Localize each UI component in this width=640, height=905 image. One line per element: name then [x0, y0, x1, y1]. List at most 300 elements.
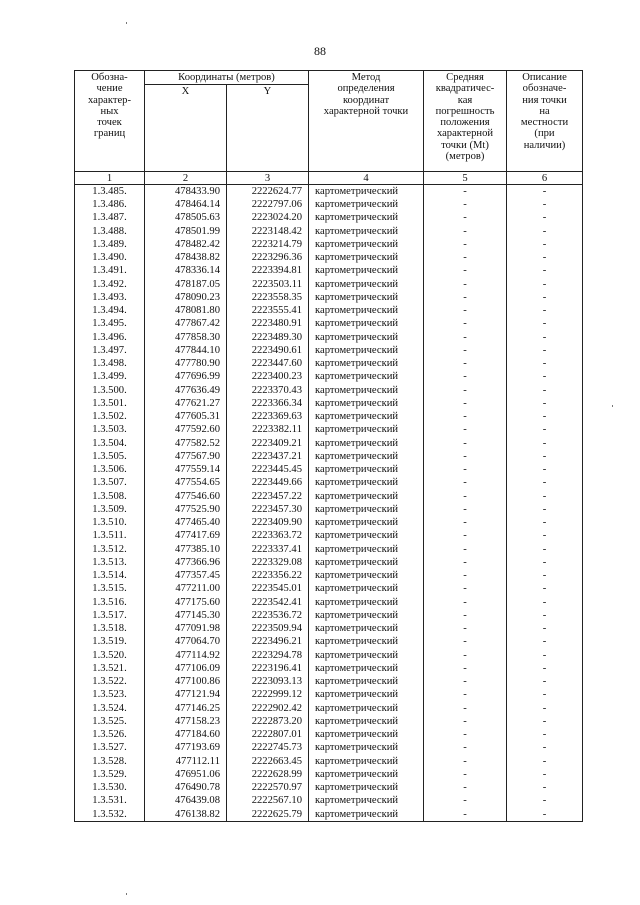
header-accuracy: Средняя квадратичес- кая погрешность положения характерной точки (Mt) (метров): [424, 71, 507, 172]
header-coordinates: Координаты (метров): [145, 71, 309, 85]
method-cell: картометрический: [309, 397, 424, 410]
scan-mark: [126, 893, 127, 895]
table-row: [75, 530, 583, 543]
column-number: 4: [309, 172, 424, 185]
coord-x-cell: 476138.82: [145, 808, 227, 822]
point-id-cell: 1.3.529.: [75, 768, 145, 781]
table-row: [75, 583, 583, 596]
accuracy-cell: -: [424, 636, 507, 649]
coord-x-cell: 477145.30: [145, 609, 227, 622]
point-id-cell: 1.3.520.: [75, 649, 145, 662]
table-row: [75, 318, 583, 331]
point-id-cell: 1.3.495.: [75, 318, 145, 331]
coord-y-cell: 2222625.79: [227, 808, 309, 822]
table-row: [75, 609, 583, 622]
coord-x-cell: 478501.99: [145, 225, 227, 238]
coord-x-cell: 477858.30: [145, 331, 227, 344]
accuracy-cell: -: [424, 662, 507, 675]
point-id-cell: 1.3.493.: [75, 291, 145, 304]
point-id-cell: 1.3.487.: [75, 212, 145, 225]
point-id-cell: 1.3.514.: [75, 570, 145, 583]
coord-y-cell: 2223490.61: [227, 344, 309, 357]
accuracy-cell: -: [424, 702, 507, 715]
coord-x-cell: 477465.40: [145, 517, 227, 530]
description-cell: -: [507, 199, 583, 212]
coord-y-cell: 2223382.11: [227, 424, 309, 437]
coord-x-cell: 477112.11: [145, 755, 227, 768]
method-cell: картометрический: [309, 649, 424, 662]
table-body: [75, 185, 583, 822]
coord-x-cell: 478482.42: [145, 238, 227, 251]
accuracy-cell: -: [424, 808, 507, 822]
accuracy-cell: -: [424, 238, 507, 251]
method-cell: картометрический: [309, 477, 424, 490]
coord-y-cell: 2223024.20: [227, 212, 309, 225]
coord-x-cell: 477696.99: [145, 371, 227, 384]
method-cell: картометрический: [309, 331, 424, 344]
description-cell: -: [507, 464, 583, 477]
table-row: [75, 570, 583, 583]
description-cell: -: [507, 278, 583, 291]
method-cell: картометрический: [309, 570, 424, 583]
point-id-cell: 1.3.491.: [75, 265, 145, 278]
accuracy-cell: -: [424, 437, 507, 450]
point-id-cell: 1.3.492.: [75, 278, 145, 291]
method-cell: картометрический: [309, 384, 424, 397]
table-row: [75, 742, 583, 755]
description-cell: -: [507, 729, 583, 742]
scan-mark: [126, 22, 127, 24]
point-id-cell: 1.3.525.: [75, 715, 145, 728]
table-row: [75, 782, 583, 795]
accuracy-cell: -: [424, 596, 507, 609]
description-cell: -: [507, 649, 583, 662]
coord-y-cell: 2223409.21: [227, 437, 309, 450]
table-row: [75, 464, 583, 477]
accuracy-cell: -: [424, 212, 507, 225]
accuracy-cell: -: [424, 185, 507, 199]
coord-y-cell: 2223363.72: [227, 530, 309, 543]
accuracy-cell: -: [424, 344, 507, 357]
description-cell: -: [507, 530, 583, 543]
point-id-cell: 1.3.521.: [75, 662, 145, 675]
column-numbers-row: [75, 172, 583, 185]
coord-x-cell: 477114.92: [145, 649, 227, 662]
accuracy-cell: -: [424, 464, 507, 477]
table-row: [75, 450, 583, 463]
method-cell: картометрический: [309, 344, 424, 357]
table-row: [75, 358, 583, 371]
point-id-cell: 1.3.523.: [75, 689, 145, 702]
description-cell: -: [507, 185, 583, 199]
accuracy-cell: -: [424, 411, 507, 424]
coord-y-cell: 2223196.41: [227, 662, 309, 675]
point-id-cell: 1.3.494.: [75, 305, 145, 318]
description-cell: -: [507, 384, 583, 397]
coord-y-cell: 2223366.34: [227, 397, 309, 410]
coord-x-cell: 476951.06: [145, 768, 227, 781]
coord-x-cell: 478090.23: [145, 291, 227, 304]
accuracy-cell: -: [424, 358, 507, 371]
method-cell: картометрический: [309, 225, 424, 238]
method-cell: картометрический: [309, 265, 424, 278]
coord-y-cell: 2223558.35: [227, 291, 309, 304]
description-cell: -: [507, 795, 583, 808]
coord-y-cell: 2222745.73: [227, 742, 309, 755]
table-row: [75, 437, 583, 450]
method-cell: картометрический: [309, 411, 424, 424]
description-cell: -: [507, 358, 583, 371]
coord-y-cell: 2223329.08: [227, 556, 309, 569]
coord-x-cell: 477100.86: [145, 676, 227, 689]
accuracy-cell: -: [424, 530, 507, 543]
coord-y-cell: 2223337.41: [227, 543, 309, 556]
accuracy-cell: -: [424, 477, 507, 490]
point-id-cell: 1.3.524.: [75, 702, 145, 715]
accuracy-cell: -: [424, 556, 507, 569]
column-number: 5: [424, 172, 507, 185]
method-cell: картометрический: [309, 517, 424, 530]
method-cell: картометрический: [309, 636, 424, 649]
method-cell: картометрический: [309, 609, 424, 622]
description-cell: -: [507, 238, 583, 251]
description-cell: -: [507, 517, 583, 530]
coord-x-cell: 477844.10: [145, 344, 227, 357]
coordinates-table: [74, 70, 583, 822]
point-id-cell: 1.3.528.: [75, 755, 145, 768]
coord-y-cell: 2223294.78: [227, 649, 309, 662]
point-id-cell: 1.3.489.: [75, 238, 145, 251]
point-id-cell: 1.3.485.: [75, 185, 145, 199]
table-row: [75, 702, 583, 715]
method-cell: картометрический: [309, 503, 424, 516]
table-row: [75, 397, 583, 410]
point-id-cell: 1.3.511.: [75, 530, 145, 543]
table-row: [75, 715, 583, 728]
table-row: [75, 662, 583, 675]
accuracy-cell: -: [424, 450, 507, 463]
method-cell: картометрический: [309, 596, 424, 609]
coord-x-cell: 477064.70: [145, 636, 227, 649]
coord-x-cell: 477091.98: [145, 623, 227, 636]
coord-y-cell: 2222902.42: [227, 702, 309, 715]
method-cell: картометрический: [309, 490, 424, 503]
method-cell: картометрический: [309, 450, 424, 463]
coord-y-cell: 2223536.72: [227, 609, 309, 622]
point-id-cell: 1.3.505.: [75, 450, 145, 463]
description-cell: -: [507, 397, 583, 410]
method-cell: картометрический: [309, 318, 424, 331]
description-cell: -: [507, 543, 583, 556]
table-row: [75, 596, 583, 609]
description-cell: -: [507, 596, 583, 609]
point-id-cell: 1.3.486.: [75, 199, 145, 212]
method-cell: картометрический: [309, 742, 424, 755]
description-cell: -: [507, 503, 583, 516]
coord-x-cell: 478438.82: [145, 252, 227, 265]
description-cell: -: [507, 609, 583, 622]
method-cell: картометрический: [309, 768, 424, 781]
coord-x-cell: 477175.60: [145, 596, 227, 609]
coord-x-cell: 477621.27: [145, 397, 227, 410]
point-id-cell: 1.3.532.: [75, 808, 145, 822]
coord-y-cell: 2223447.60: [227, 358, 309, 371]
method-cell: картометрический: [309, 291, 424, 304]
description-cell: -: [507, 305, 583, 318]
coord-y-cell: 2223093.13: [227, 676, 309, 689]
description-cell: -: [507, 291, 583, 304]
accuracy-cell: -: [424, 649, 507, 662]
coord-y-cell: 2222624.77: [227, 185, 309, 199]
coord-x-cell: 478336.14: [145, 265, 227, 278]
description-cell: -: [507, 715, 583, 728]
coord-x-cell: 478505.63: [145, 212, 227, 225]
table-row: [75, 490, 583, 503]
table-row: [75, 795, 583, 808]
coord-x-cell: 476439.08: [145, 795, 227, 808]
point-id-cell: 1.3.519.: [75, 636, 145, 649]
coord-x-cell: 477385.10: [145, 543, 227, 556]
description-cell: -: [507, 556, 583, 569]
description-cell: -: [507, 742, 583, 755]
description-cell: -: [507, 689, 583, 702]
accuracy-cell: -: [424, 278, 507, 291]
point-id-cell: 1.3.508.: [75, 490, 145, 503]
description-cell: -: [507, 437, 583, 450]
method-cell: картометрический: [309, 358, 424, 371]
description-cell: -: [507, 490, 583, 503]
accuracy-cell: -: [424, 252, 507, 265]
coord-y-cell: 2222797.06: [227, 199, 309, 212]
table-row: [75, 331, 583, 344]
accuracy-cell: -: [424, 490, 507, 503]
table-row: [75, 384, 583, 397]
description-cell: -: [507, 265, 583, 278]
accuracy-cell: -: [424, 570, 507, 583]
coord-y-cell: 2223369.63: [227, 411, 309, 424]
column-number: 1: [75, 172, 145, 185]
coord-y-cell: 2223296.36: [227, 252, 309, 265]
header-y: Y: [227, 85, 309, 172]
point-id-cell: 1.3.490.: [75, 252, 145, 265]
accuracy-cell: -: [424, 225, 507, 238]
table-row: [75, 517, 583, 530]
point-id-cell: 1.3.501.: [75, 397, 145, 410]
table-row: [75, 291, 583, 304]
table-row: [75, 199, 583, 212]
coord-x-cell: 477567.90: [145, 450, 227, 463]
table-row: [75, 623, 583, 636]
coord-y-cell: 2223542.41: [227, 596, 309, 609]
table-row: [75, 265, 583, 278]
point-id-cell: 1.3.531.: [75, 795, 145, 808]
coord-x-cell: 477592.60: [145, 424, 227, 437]
description-cell: -: [507, 662, 583, 675]
description-cell: -: [507, 676, 583, 689]
coord-x-cell: 477158.23: [145, 715, 227, 728]
accuracy-cell: -: [424, 397, 507, 410]
description-cell: -: [507, 808, 583, 822]
point-id-cell: 1.3.488.: [75, 225, 145, 238]
description-cell: -: [507, 424, 583, 437]
method-cell: картометрический: [309, 689, 424, 702]
coord-y-cell: 2223400.23: [227, 371, 309, 384]
accuracy-cell: -: [424, 583, 507, 596]
coord-y-cell: 2223214.79: [227, 238, 309, 251]
point-id-cell: 1.3.500.: [75, 384, 145, 397]
coord-y-cell: 2223457.22: [227, 490, 309, 503]
description-cell: -: [507, 755, 583, 768]
method-cell: картометрический: [309, 371, 424, 384]
coord-y-cell: 2222999.12: [227, 689, 309, 702]
coord-x-cell: 477554.65: [145, 477, 227, 490]
coord-y-cell: 2222570.97: [227, 782, 309, 795]
coord-x-cell: 477121.94: [145, 689, 227, 702]
table-row: [75, 649, 583, 662]
coord-x-cell: 477780.90: [145, 358, 227, 371]
table-row: [75, 411, 583, 424]
description-cell: -: [507, 318, 583, 331]
scan-mark: [612, 405, 613, 407]
table-row: [75, 755, 583, 768]
accuracy-cell: -: [424, 384, 507, 397]
coord-y-cell: 2222807.01: [227, 729, 309, 742]
method-cell: картометрический: [309, 755, 424, 768]
point-id-cell: 1.3.506.: [75, 464, 145, 477]
accuracy-cell: -: [424, 503, 507, 516]
header-x: X: [145, 85, 227, 172]
coord-x-cell: 477867.42: [145, 318, 227, 331]
coord-y-cell: 2223445.45: [227, 464, 309, 477]
page-number: 88: [314, 44, 326, 58]
accuracy-cell: -: [424, 742, 507, 755]
accuracy-cell: -: [424, 543, 507, 556]
method-cell: картометрический: [309, 729, 424, 742]
method-cell: картометрический: [309, 212, 424, 225]
table-row: [75, 689, 583, 702]
point-id-cell: 1.3.530.: [75, 782, 145, 795]
method-cell: картометрический: [309, 305, 424, 318]
coord-x-cell: 477546.60: [145, 490, 227, 503]
method-cell: картометрический: [309, 702, 424, 715]
method-cell: картометрический: [309, 199, 424, 212]
method-cell: картометрический: [309, 185, 424, 199]
coord-y-cell: 2223148.42: [227, 225, 309, 238]
description-cell: -: [507, 583, 583, 596]
coord-x-cell: 477417.69: [145, 530, 227, 543]
coord-y-cell: 2223489.30: [227, 331, 309, 344]
coord-x-cell: 477106.09: [145, 662, 227, 675]
coord-y-cell: 2222628.99: [227, 768, 309, 781]
header-description: Описание обозначе- ния точки на местности (при наличии): [507, 71, 583, 172]
coord-x-cell: 477146.25: [145, 702, 227, 715]
table-row: [75, 424, 583, 437]
description-cell: -: [507, 450, 583, 463]
point-id-cell: 1.3.517.: [75, 609, 145, 622]
coord-y-cell: 2222567.10: [227, 795, 309, 808]
point-id-cell: 1.3.518.: [75, 623, 145, 636]
header-row: [75, 71, 583, 85]
coord-y-cell: 2223457.30: [227, 503, 309, 516]
coord-x-cell: 478433.90: [145, 185, 227, 199]
coord-x-cell: 477559.14: [145, 464, 227, 477]
method-cell: картометрический: [309, 530, 424, 543]
coord-y-cell: 2222873.20: [227, 715, 309, 728]
method-cell: картометрический: [309, 795, 424, 808]
description-cell: -: [507, 344, 583, 357]
coord-x-cell: 476490.78: [145, 782, 227, 795]
coord-x-cell: 478187.05: [145, 278, 227, 291]
accuracy-cell: -: [424, 795, 507, 808]
accuracy-cell: -: [424, 265, 507, 278]
coord-x-cell: 477193.69: [145, 742, 227, 755]
description-cell: -: [507, 225, 583, 238]
point-id-cell: 1.3.526.: [75, 729, 145, 742]
point-id-cell: 1.3.499.: [75, 371, 145, 384]
coord-x-cell: 477184.60: [145, 729, 227, 742]
method-cell: картометрический: [309, 238, 424, 251]
method-cell: картометрический: [309, 464, 424, 477]
accuracy-cell: -: [424, 782, 507, 795]
description-cell: -: [507, 212, 583, 225]
coord-y-cell: 2223394.81: [227, 265, 309, 278]
method-cell: картометрический: [309, 782, 424, 795]
accuracy-cell: -: [424, 623, 507, 636]
point-id-cell: 1.3.516.: [75, 596, 145, 609]
coord-y-cell: 2223437.21: [227, 450, 309, 463]
description-cell: -: [507, 411, 583, 424]
description-cell: -: [507, 702, 583, 715]
table-row: [75, 808, 583, 822]
coord-y-cell: 2222663.45: [227, 755, 309, 768]
table-row: [75, 344, 583, 357]
method-cell: картометрический: [309, 543, 424, 556]
column-number: 6: [507, 172, 583, 185]
table-row: [75, 238, 583, 251]
coord-y-cell: 2223509.94: [227, 623, 309, 636]
table-row: [75, 543, 583, 556]
point-id-cell: 1.3.504.: [75, 437, 145, 450]
header-method: Метод определения координат характерной точки: [309, 71, 424, 172]
point-id-cell: 1.3.527.: [75, 742, 145, 755]
accuracy-cell: -: [424, 331, 507, 344]
coord-x-cell: 478464.14: [145, 199, 227, 212]
accuracy-cell: -: [424, 199, 507, 212]
description-cell: -: [507, 570, 583, 583]
coord-x-cell: 477211.00: [145, 583, 227, 596]
method-cell: картометрический: [309, 676, 424, 689]
accuracy-cell: -: [424, 768, 507, 781]
table-row: [75, 212, 583, 225]
method-cell: картометрический: [309, 583, 424, 596]
method-cell: картометрический: [309, 662, 424, 675]
coord-y-cell: 2223356.22: [227, 570, 309, 583]
point-id-cell: 1.3.513.: [75, 556, 145, 569]
coord-x-cell: 477357.45: [145, 570, 227, 583]
accuracy-cell: -: [424, 424, 507, 437]
coord-y-cell: 2223503.11: [227, 278, 309, 291]
method-cell: картометрический: [309, 278, 424, 291]
description-cell: -: [507, 477, 583, 490]
table-row: [75, 185, 583, 199]
column-number: 3: [227, 172, 309, 185]
accuracy-cell: -: [424, 517, 507, 530]
description-cell: -: [507, 768, 583, 781]
point-id-cell: 1.3.515.: [75, 583, 145, 596]
method-cell: картометрический: [309, 424, 424, 437]
method-cell: картометрический: [309, 252, 424, 265]
table-row: [75, 636, 583, 649]
